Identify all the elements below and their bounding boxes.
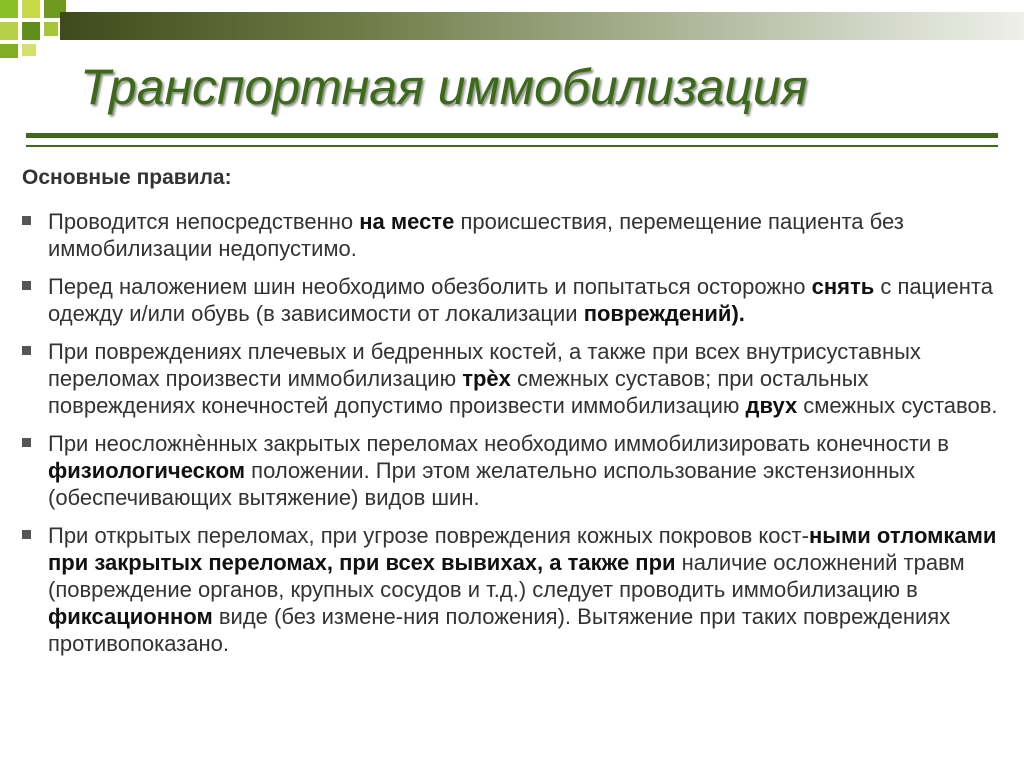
rule-item xyxy=(20,208,1000,262)
rule-text: При открытых переломах, при угрозе повреждения кожных покровов кост- xyxy=(48,523,809,548)
square-bullet-icon xyxy=(22,438,31,447)
title-rule-thick xyxy=(26,133,998,138)
square-bullet-icon xyxy=(22,216,31,225)
rule-emphasis: фиксационном xyxy=(48,604,213,629)
rule-emphasis: физиологическом xyxy=(48,458,246,483)
rule-item xyxy=(20,338,1000,419)
rule-text: При повреждениях плечевых и бедренных костей, а также при всех внутрисуставных переломах произвести иммобилизацию xyxy=(48,339,921,391)
rule-text: Перед наложением шин необходимо обезболить и попытаться осторожно xyxy=(48,274,812,299)
rule-text: виде (без измене-ния положения). Вытяжение при таких повреждениях противопоказано. xyxy=(48,604,951,656)
decor-square xyxy=(22,44,36,56)
rule-item xyxy=(20,522,1000,657)
rule-emphasis: снять xyxy=(811,274,875,299)
rule-text: Проводится непосредственно xyxy=(48,209,360,234)
rule-emphasis: на месте xyxy=(359,209,455,234)
decor-square xyxy=(44,22,58,36)
rule-text: наличие осложнений травм (повреждение органов, крупных сосудов и т.д.) следует проводить иммобилизацию в xyxy=(48,550,965,602)
top-gradient-bar xyxy=(60,12,1024,40)
decor-square xyxy=(0,44,18,58)
rule-emphasis: двух xyxy=(745,393,798,418)
decor-square xyxy=(22,0,40,18)
rule-text: положении. При этом желательно использование экстензионных (обеспечивающих вытяжение) видов шин. xyxy=(48,458,916,510)
rule-item xyxy=(20,273,1000,327)
title-rule-thin xyxy=(26,145,998,147)
rule-item xyxy=(20,430,1000,511)
rule-text: смежных суставов. xyxy=(797,393,998,418)
rule-text: При неосложнѐнных закрытых переломах необходимо иммобилизировать конечности в xyxy=(48,431,949,456)
square-bullet-icon xyxy=(22,346,31,355)
rule-emphasis: трѐх xyxy=(462,366,511,391)
square-bullet-icon xyxy=(22,281,31,290)
rule-text: смежных суставов; при остальных повреждениях конечностей допустимо произвести иммобилизацию xyxy=(48,366,869,418)
decor-square xyxy=(0,22,18,40)
decor-square xyxy=(0,0,18,18)
rule-emphasis: ными отломками при закрытых переломах, при всех вывихах, а также при xyxy=(48,523,997,575)
rule-emphasis: повреждений). xyxy=(583,301,745,326)
square-bullet-icon xyxy=(22,530,31,539)
rule-text: с пациента одежду и/или обувь (в зависимости от локализации xyxy=(48,274,993,326)
rule-text: происшествия, перемещение пациента без иммобилизации недопустимо. xyxy=(48,209,904,261)
decor-square xyxy=(22,22,40,40)
slide-title: Транспортная иммобилизация xyxy=(80,59,808,115)
rules-heading: Основные правила: xyxy=(22,166,232,189)
rules-list xyxy=(20,208,1000,668)
